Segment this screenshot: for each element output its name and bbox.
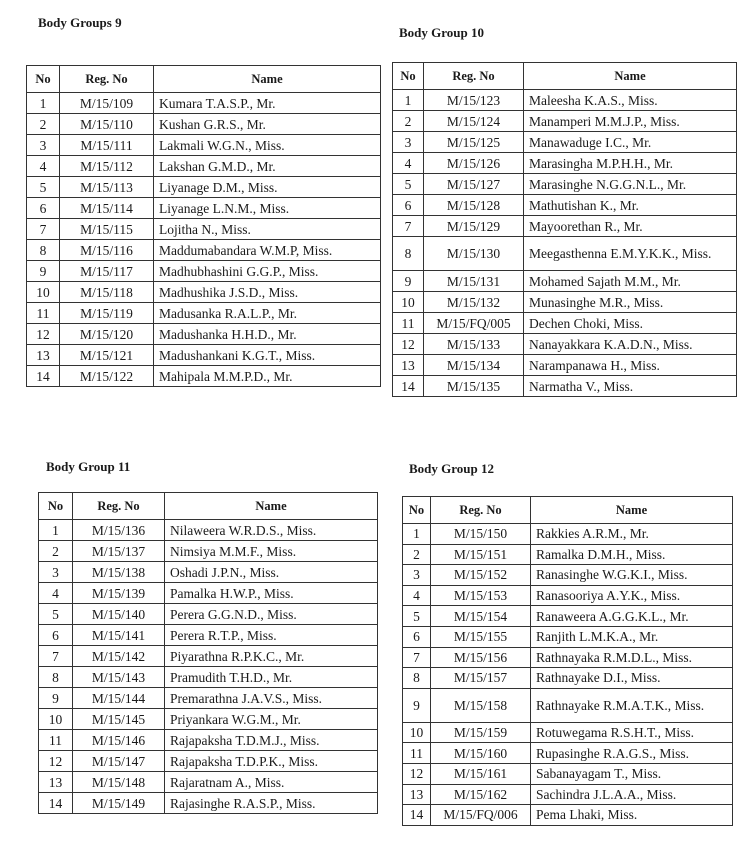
row-number: 1	[39, 520, 73, 541]
student-name: Rathnayake D.I., Miss.	[531, 668, 733, 689]
row-number: 13	[27, 345, 60, 366]
table-row	[393, 216, 737, 237]
reg-no: M/15/121	[60, 345, 154, 366]
student-name: Mahipala M.M.P.D., Mr.	[154, 366, 381, 387]
roster-table	[392, 62, 737, 397]
student-name: Priyankara W.G.M., Mr.	[165, 709, 378, 730]
reg-no: M/15/159	[431, 722, 531, 743]
reg-no: M/15/117	[60, 261, 154, 282]
table-row	[27, 282, 381, 303]
table-row	[39, 730, 378, 751]
student-name: Madhubhashini G.G.P., Miss.	[154, 261, 381, 282]
reg-no: M/15/144	[73, 688, 165, 709]
reg-no: M/15/130	[424, 237, 524, 271]
table-row	[403, 688, 733, 722]
table-row	[27, 156, 381, 177]
student-name: Pamalka H.W.P., Miss.	[165, 583, 378, 604]
reg-no: M/15/109	[60, 93, 154, 114]
table-row	[27, 135, 381, 156]
row-number: 12	[39, 751, 73, 772]
table-row	[39, 604, 378, 625]
student-name: Maleesha K.A.S., Miss.	[524, 90, 737, 111]
table-row	[39, 520, 378, 541]
column-header-no: No	[39, 493, 73, 520]
table-row	[27, 219, 381, 240]
student-name: Marasinghe N.G.G.N.L., Mr.	[524, 174, 737, 195]
student-name: Perera G.G.N.D., Miss.	[165, 604, 378, 625]
reg-no: M/15/111	[60, 135, 154, 156]
student-name: Rajapaksha T.D.P.K., Miss.	[165, 751, 378, 772]
student-name: Liyanage L.N.M., Miss.	[154, 198, 381, 219]
student-name: Nilaweera W.R.D.S., Miss.	[165, 520, 378, 541]
student-name: Mathutishan K., Mr.	[524, 195, 737, 216]
table-row	[403, 606, 733, 627]
student-name: Manamperi M.M.J.P., Miss.	[524, 111, 737, 132]
row-number: 6	[39, 625, 73, 646]
table-row	[27, 324, 381, 345]
student-name: Rajasinghe R.A.S.P., Miss.	[165, 793, 378, 814]
row-number: 14	[403, 805, 431, 826]
row-number: 2	[27, 114, 60, 135]
row-number: 11	[39, 730, 73, 751]
row-number: 13	[393, 355, 424, 376]
table-row	[403, 544, 733, 565]
student-name: Narampanawa H., Miss.	[524, 355, 737, 376]
table-row	[403, 722, 733, 743]
student-name: Oshadi J.P.N., Miss.	[165, 562, 378, 583]
row-number: 3	[393, 132, 424, 153]
table-row	[403, 784, 733, 805]
row-number: 3	[403, 565, 431, 586]
reg-no: M/15/136	[73, 520, 165, 541]
row-number: 11	[27, 303, 60, 324]
student-name: Manawaduge I.C., Mr.	[524, 132, 737, 153]
row-number: 10	[27, 282, 60, 303]
student-name: Ranasooriya A.Y.K., Miss.	[531, 585, 733, 606]
row-number: 10	[39, 709, 73, 730]
row-number: 12	[393, 334, 424, 355]
row-number: 3	[39, 562, 73, 583]
table-row	[27, 303, 381, 324]
reg-no: M/15/127	[424, 174, 524, 195]
table-row	[393, 313, 737, 334]
table-row	[39, 625, 378, 646]
row-number: 6	[393, 195, 424, 216]
table-row	[393, 153, 737, 174]
row-number: 4	[403, 585, 431, 606]
table-row	[393, 132, 737, 153]
student-name: Ranaweera A.G.G.K.L., Mr.	[531, 606, 733, 627]
student-name: Narmatha V., Miss.	[524, 376, 737, 397]
student-name: Meegasthenna E.M.Y.K.K., Miss.	[524, 237, 737, 271]
reg-no: M/15/120	[60, 324, 154, 345]
column-header-no: No	[403, 497, 431, 524]
reg-no: M/15/110	[60, 114, 154, 135]
table-row	[403, 585, 733, 606]
student-name: Piyarathna R.P.K.C., Mr.	[165, 646, 378, 667]
student-name: Lakmali W.G.N., Miss.	[154, 135, 381, 156]
row-number: 9	[39, 688, 73, 709]
group-title: Body Group 11	[46, 459, 131, 474]
reg-no: M/15/131	[424, 271, 524, 292]
reg-no: M/15/135	[424, 376, 524, 397]
row-number: 1	[27, 93, 60, 114]
row-number: 13	[39, 772, 73, 793]
reg-no: M/15/123	[424, 90, 524, 111]
reg-no: M/15/146	[73, 730, 165, 751]
table-row	[27, 240, 381, 261]
reg-no: M/15/119	[60, 303, 154, 324]
student-name: Ranjith L.M.K.A., Mr.	[531, 626, 733, 647]
row-number: 6	[27, 198, 60, 219]
student-name: Rathnayake R.M.A.T.K., Miss.	[531, 688, 733, 722]
table-row	[27, 198, 381, 219]
reg-no: M/15/FQ/005	[424, 313, 524, 334]
table-header-row	[393, 63, 737, 90]
column-header-name: Name	[165, 493, 378, 520]
student-name: Ramalka D.M.H., Miss.	[531, 544, 733, 565]
row-number: 9	[27, 261, 60, 282]
student-name: Rajaratnam A., Miss.	[165, 772, 378, 793]
row-number: 7	[39, 646, 73, 667]
row-number: 8	[27, 240, 60, 261]
table-row	[39, 772, 378, 793]
row-number: 8	[403, 668, 431, 689]
row-number: 9	[403, 688, 431, 722]
reg-no: M/15/149	[73, 793, 165, 814]
row-number: 11	[393, 313, 424, 334]
student-name: Mayoorethan R., Mr.	[524, 216, 737, 237]
row-number: 11	[403, 743, 431, 764]
table-row	[393, 174, 737, 195]
reg-no: M/15/124	[424, 111, 524, 132]
row-number: 5	[39, 604, 73, 625]
reg-no: M/15/126	[424, 153, 524, 174]
student-name: Perera R.T.P., Miss.	[165, 625, 378, 646]
row-number: 3	[27, 135, 60, 156]
row-number: 8	[393, 237, 424, 271]
row-number: 2	[393, 111, 424, 132]
row-number: 14	[39, 793, 73, 814]
reg-no: M/15/148	[73, 772, 165, 793]
column-header-no: No	[27, 66, 60, 93]
reg-no: M/15/151	[431, 544, 531, 565]
reg-no: M/15/139	[73, 583, 165, 604]
row-number: 4	[39, 583, 73, 604]
table-row	[403, 626, 733, 647]
table-row	[39, 541, 378, 562]
student-name: Rupasinghe R.A.G.S., Miss.	[531, 743, 733, 764]
reg-no: M/15/133	[424, 334, 524, 355]
row-number: 9	[393, 271, 424, 292]
table-row	[393, 292, 737, 313]
student-name: Nimsiya M.M.F., Miss.	[165, 541, 378, 562]
reg-no: M/15/141	[73, 625, 165, 646]
table-row	[403, 668, 733, 689]
table-row	[393, 376, 737, 397]
table-header-row	[403, 497, 733, 524]
group-title: Body Groups 9	[38, 15, 122, 30]
student-name: Lakshan G.M.D., Mr.	[154, 156, 381, 177]
student-name: Sabanayagam T., Miss.	[531, 763, 733, 784]
table-row	[39, 751, 378, 772]
table-row	[403, 565, 733, 586]
student-name: Madhushika J.S.D., Miss.	[154, 282, 381, 303]
reg-no: M/15/154	[431, 606, 531, 627]
row-number: 2	[403, 544, 431, 565]
table-row	[39, 646, 378, 667]
reg-no: M/15/129	[424, 216, 524, 237]
reg-no: M/15/132	[424, 292, 524, 313]
reg-no: M/15/134	[424, 355, 524, 376]
reg-no: M/15/114	[60, 198, 154, 219]
group-title: Body Group 12	[409, 461, 495, 476]
table-row	[27, 366, 381, 387]
table-row	[39, 793, 378, 814]
table-row	[403, 647, 733, 668]
row-number: 14	[27, 366, 60, 387]
table-row	[39, 583, 378, 604]
group-title: Body Group 10	[399, 25, 485, 40]
student-name: Rathnayaka R.M.D.L., Miss.	[531, 647, 733, 668]
table-row	[393, 195, 737, 216]
student-name: Madushankani K.G.T., Miss.	[154, 345, 381, 366]
row-number: 4	[393, 153, 424, 174]
column-header-no: No	[393, 63, 424, 90]
reg-no: M/15/155	[431, 626, 531, 647]
reg-no: M/15/140	[73, 604, 165, 625]
table-row	[27, 93, 381, 114]
student-name: Lojitha N., Miss.	[154, 219, 381, 240]
row-number: 8	[39, 667, 73, 688]
table-row	[39, 709, 378, 730]
row-number: 13	[403, 784, 431, 805]
row-number: 10	[393, 292, 424, 313]
student-name: Ranasinghe W.G.K.I., Miss.	[531, 565, 733, 586]
column-header-name: Name	[154, 66, 381, 93]
table-row	[39, 667, 378, 688]
reg-no: M/15/FQ/006	[431, 805, 531, 826]
reg-no: M/15/115	[60, 219, 154, 240]
table-row	[39, 688, 378, 709]
column-header-reg: Reg. No	[424, 63, 524, 90]
reg-no: M/15/160	[431, 743, 531, 764]
reg-no: M/15/156	[431, 647, 531, 668]
row-number: 10	[403, 722, 431, 743]
row-number: 2	[39, 541, 73, 562]
table-row	[393, 334, 737, 355]
table-row	[393, 237, 737, 271]
table-row	[27, 345, 381, 366]
roster-table	[26, 65, 381, 387]
student-name: Mohamed Sajath M.M., Mr.	[524, 271, 737, 292]
column-header-reg: Reg. No	[73, 493, 165, 520]
student-name: Dechen Choki, Miss.	[524, 313, 737, 334]
column-header-reg: Reg. No	[60, 66, 154, 93]
row-number: 1	[403, 524, 431, 545]
reg-no: M/15/142	[73, 646, 165, 667]
table-row	[403, 805, 733, 826]
student-name: Liyanage D.M., Miss.	[154, 177, 381, 198]
table-row	[27, 177, 381, 198]
roster-table	[38, 492, 378, 814]
student-name: Madushanka H.H.D., Mr.	[154, 324, 381, 345]
reg-no: M/15/125	[424, 132, 524, 153]
table-row	[393, 355, 737, 376]
student-name: Nanayakkara K.A.D.N., Miss.	[524, 334, 737, 355]
table-row	[39, 562, 378, 583]
student-name: Sachindra J.L.A.A., Miss.	[531, 784, 733, 805]
student-name: Rakkies A.R.M., Mr.	[531, 524, 733, 545]
table-row	[393, 111, 737, 132]
reg-no: M/15/147	[73, 751, 165, 772]
table-row	[403, 763, 733, 784]
row-number: 14	[393, 376, 424, 397]
reg-no: M/15/137	[73, 541, 165, 562]
student-name: Premarathna J.A.V.S., Miss.	[165, 688, 378, 709]
table-row	[393, 271, 737, 292]
row-number: 4	[27, 156, 60, 177]
row-number: 5	[393, 174, 424, 195]
student-name: Munasinghe M.R., Miss.	[524, 292, 737, 313]
row-number: 5	[403, 606, 431, 627]
table-row	[27, 114, 381, 135]
table-row	[403, 743, 733, 764]
student-name: Pramudith T.H.D., Mr.	[165, 667, 378, 688]
reg-no: M/15/150	[431, 524, 531, 545]
table-row	[403, 524, 733, 545]
reg-no: M/15/122	[60, 366, 154, 387]
reg-no: M/15/143	[73, 667, 165, 688]
reg-no: M/15/116	[60, 240, 154, 261]
row-number: 5	[27, 177, 60, 198]
row-number: 7	[393, 216, 424, 237]
row-number: 7	[27, 219, 60, 240]
row-number: 12	[403, 763, 431, 784]
student-name: Rotuwegama R.S.H.T., Miss.	[531, 722, 733, 743]
student-name: Rajapaksha T.D.M.J., Miss.	[165, 730, 378, 751]
reg-no: M/15/118	[60, 282, 154, 303]
reg-no: M/15/153	[431, 585, 531, 606]
table-row	[393, 90, 737, 111]
reg-no: M/15/161	[431, 763, 531, 784]
roster-table	[402, 496, 733, 826]
student-name: Madusanka R.A.L.P., Mr.	[154, 303, 381, 324]
table-header-row	[27, 66, 381, 93]
student-name: Kumara T.A.S.P., Mr.	[154, 93, 381, 114]
student-name: Marasingha M.P.H.H., Mr.	[524, 153, 737, 174]
reg-no: M/15/112	[60, 156, 154, 177]
row-number: 7	[403, 647, 431, 668]
reg-no: M/15/157	[431, 668, 531, 689]
column-header-name: Name	[531, 497, 733, 524]
row-number: 1	[393, 90, 424, 111]
column-header-name: Name	[524, 63, 737, 90]
reg-no: M/15/145	[73, 709, 165, 730]
student-name: Maddumabandara W.M.P, Miss.	[154, 240, 381, 261]
reg-no: M/15/113	[60, 177, 154, 198]
student-name: Pema Lhaki, Miss.	[531, 805, 733, 826]
column-header-reg: Reg. No	[431, 497, 531, 524]
row-number: 12	[27, 324, 60, 345]
student-name: Kushan G.R.S., Mr.	[154, 114, 381, 135]
table-header-row	[39, 493, 378, 520]
reg-no: M/15/158	[431, 688, 531, 722]
table-row	[27, 261, 381, 282]
row-number: 6	[403, 626, 431, 647]
reg-no: M/15/128	[424, 195, 524, 216]
reg-no: M/15/162	[431, 784, 531, 805]
reg-no: M/15/138	[73, 562, 165, 583]
reg-no: M/15/152	[431, 565, 531, 586]
